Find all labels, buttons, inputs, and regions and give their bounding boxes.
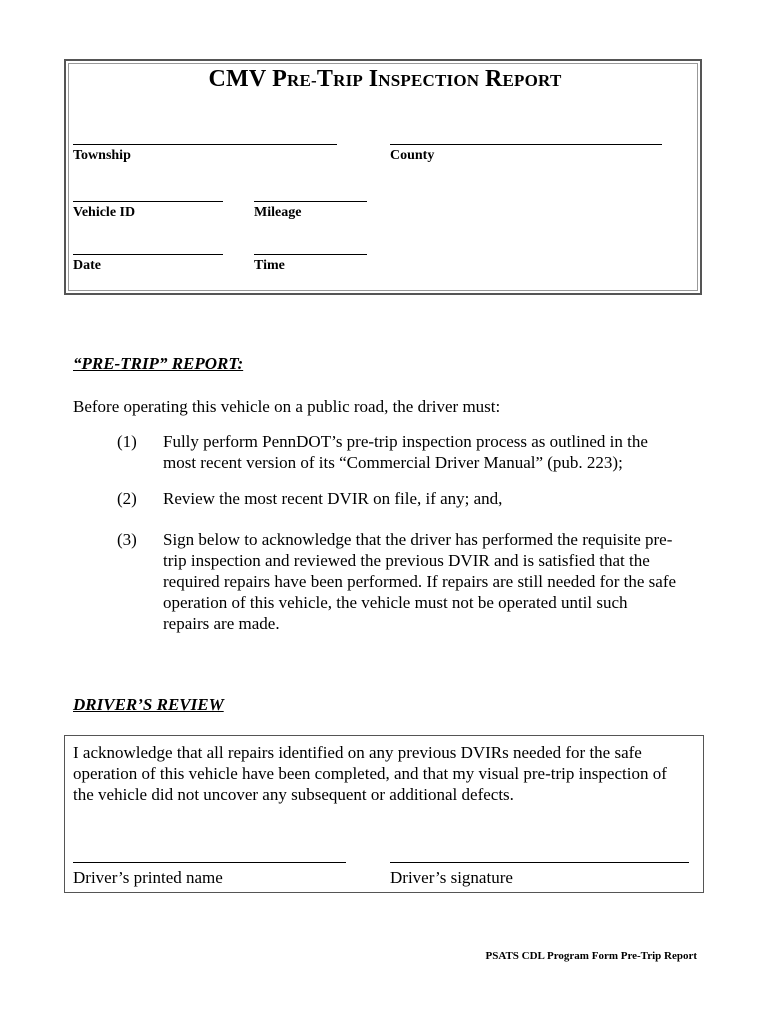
vehicle-id-field[interactable] — [73, 201, 223, 202]
page-title: CMV PRE-TRIP INSPECTION REPORT — [208, 66, 562, 92]
vehicle-id-label: Vehicle ID — [73, 205, 136, 220]
township-label: Township — [73, 148, 131, 163]
signature-label: Driver’s signature — [390, 868, 513, 887]
header-box — [64, 59, 702, 295]
county-field[interactable] — [390, 144, 662, 145]
review-heading: DRIVER’S REVIEW — [73, 695, 224, 714]
mileage-label: Mileage — [254, 205, 302, 220]
county-label: County — [390, 148, 435, 163]
list-item: Fully perform PennDOT’s pre-trip inspection process as outlined in the most recent version of its “Commercial Driver Manual” (pub. 223); — [163, 432, 648, 472]
item-number: (2) — [117, 489, 137, 508]
acknowledgement-text: I acknowledge that all repairs identified on any previous DVIRs needed for the safe operation of this vehicle have been completed, and that my visual pre-trip inspection of the vehicle did not uncover any subsequent or additional defects. — [73, 743, 667, 804]
mileage-field[interactable] — [254, 201, 367, 202]
pretrip-intro: Before operating this vehicle on a public road, the driver must: — [73, 397, 501, 416]
time-label: Time — [254, 258, 285, 273]
item-number: (3) — [117, 530, 137, 549]
time-field[interactable] — [254, 254, 367, 255]
date-label: Date — [73, 258, 101, 273]
township-field[interactable] — [73, 144, 337, 145]
footer-text: PSATS CDL Program Form Pre-Trip Report — [485, 950, 697, 962]
list-item: Review the most recent DVIR on file, if any; and, — [163, 489, 503, 508]
item-number: (1) — [117, 432, 137, 451]
date-field[interactable] — [73, 254, 223, 255]
pretrip-heading: “PRE-TRIP” REPORT: — [73, 354, 244, 373]
list-item: Sign below to acknowledge that the driver has performed the requisite pre- trip inspection and reviewed the previous DVIR and is satisfied that the required repairs have been performed. If repairs are still needed for the safe operation of this vehicle, the vehicle must not be operated until such repairs are made. — [163, 530, 677, 633]
signature-field[interactable] — [390, 862, 689, 863]
printed-name-label: Driver’s printed name — [73, 868, 223, 887]
printed-name-field[interactable] — [73, 862, 346, 863]
